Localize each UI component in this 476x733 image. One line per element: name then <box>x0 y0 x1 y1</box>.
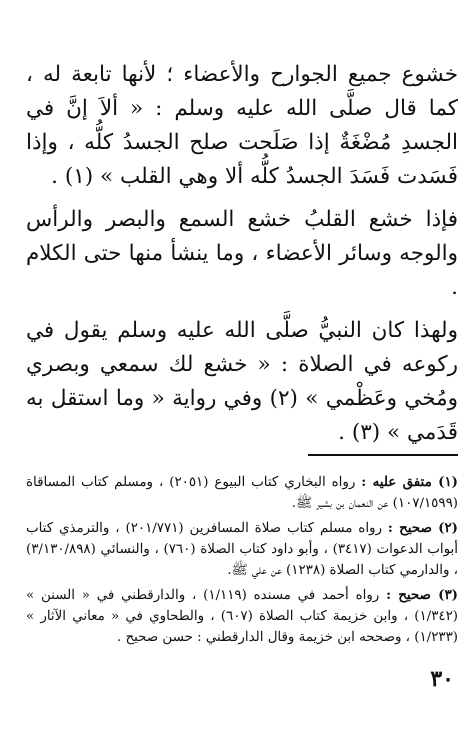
footnote-3-label: (٣) صحيح : <box>386 587 458 603</box>
paragraph-3: ولهذا كان النبيُّ صلَّى الله عليه وسلم يقول في ركوعه في الصلاة : « خشع لك سمعي وبصري ومُخي وعَظْمي » (٢) وفي رواية « وما استقل به قَدَمي » (٣) . <box>26 318 458 445</box>
footnote-1-label: (١) متفق عليه : <box>361 474 458 490</box>
main-text <box>26 58 458 450</box>
paragraph-1: خشوع جميع الجوارح والأعضاء ؛ لأنها تابعة له ، كما قال صلَّى الله عليه وسلم : « ألاَ إنَّ في الجسدِ مُضْغَةٌ إذا صَلَحت صلح الجسدُ كلُّه ، وإذا فَسَدت فَسَدَ الجسدُ كلُّه ألا وهي القلب » (١) . <box>26 62 458 189</box>
footnote-2 <box>26 518 458 581</box>
footnote-2-text: رواه مسلم كتاب صلاة المسافرين (٢٠١/٧٧١) ، والترمذي كتاب أبواب الدعوات (٣٤١٧) ، وأبو داود كتاب الصلاة (٧٦٠) ، والنسائي (٣/١٣٠/٨٩٨) ، والدارمي كتاب الصلاة (١٢٣٨) عن علي ﷺ. <box>26 521 458 578</box>
footnote-1 <box>26 472 458 514</box>
footnote-divider <box>308 454 458 456</box>
page-number: ٣٠ <box>430 666 454 692</box>
footnote-1-text: رواه البخاري كتاب البيوع (٢٠٥١) ، ومسلم كتاب المساقاة (١٠٧/١٥٩٩) عن النعمان بن بشير ﷺ. <box>26 475 458 511</box>
paragraph-2: فإذا خشع القلبُ خشع السمع والبصر والرأس والوجه وسائر الأعضاء ، وما ينشأ منها حتى الكلام . <box>26 207 458 300</box>
footnote-3-text: رواه أحمد في مسنده (١/١١٩) ، والدارقطني في « السنن » (١/٣٤٢) ، وابن خزيمة كتاب الصلاة (٦٠٧) ، والطحاوي في « معاني الآثار » (١/٢٣٣) ، وصححه ابن خزيمة وقال الدارقطني : حسن صحيح . <box>26 588 458 645</box>
footnote-3 <box>26 585 458 648</box>
book-page <box>26 58 458 645</box>
footnotes <box>26 472 458 652</box>
footnote-2-label: (٢) صحيح : <box>387 520 458 536</box>
